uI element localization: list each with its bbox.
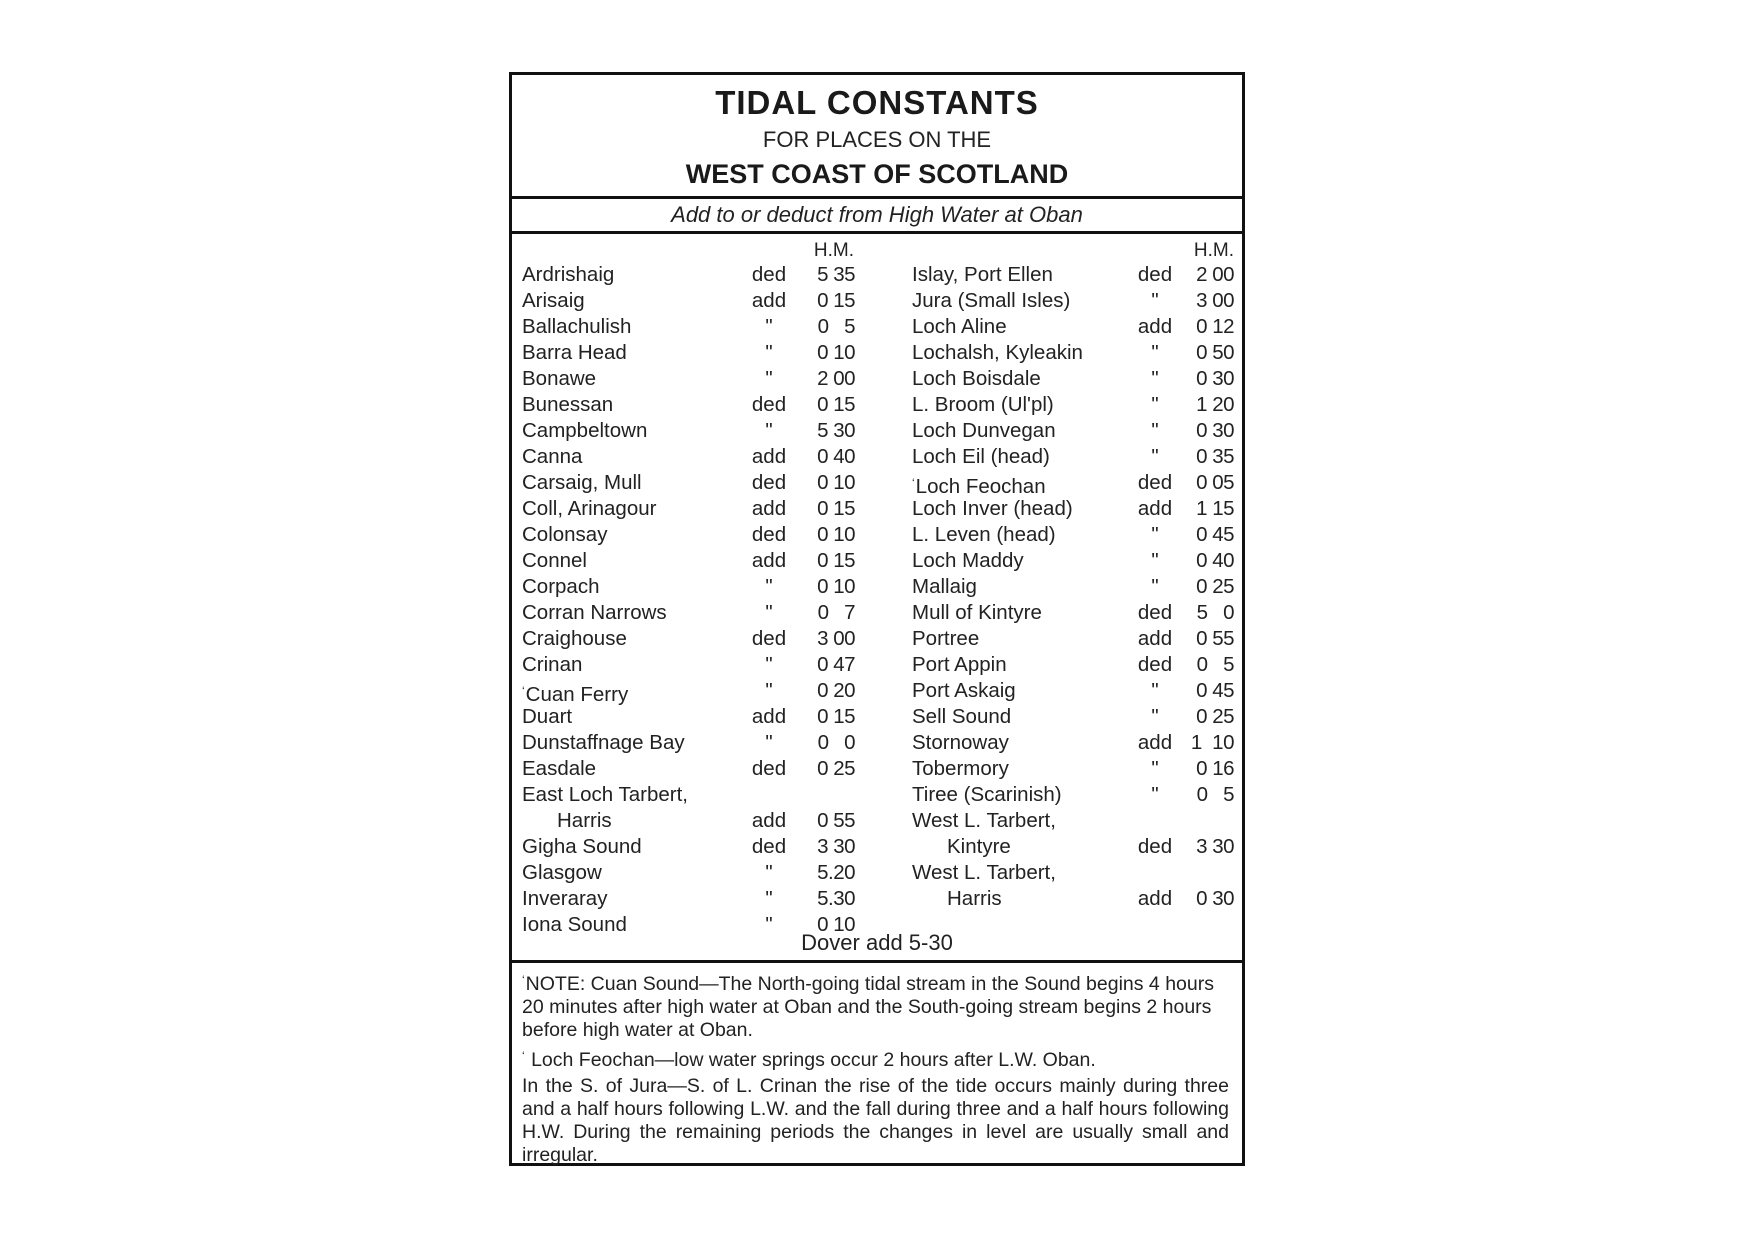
place-name <box>912 574 977 600</box>
place-label: Jura (Small Isles) <box>912 289 1071 312</box>
time-offset: 0 10 <box>817 523 855 546</box>
table-row <box>522 782 862 808</box>
direction: " <box>1151 757 1159 780</box>
page-title: TIDAL CONSTANTS <box>715 84 1039 121</box>
time-offset: 0 35 <box>1196 445 1234 468</box>
place-label: Inveraray <box>522 887 608 910</box>
place-name <box>522 418 647 444</box>
place-label: Barra Head <box>522 341 627 364</box>
place-label: West L. Tarbert, <box>912 861 1056 884</box>
time-offset: 3 30 <box>817 835 855 858</box>
time-offset: 1 15 <box>1196 497 1234 520</box>
direction: ded <box>751 471 787 494</box>
time-offset: 0 05 <box>1196 471 1234 494</box>
direction: add <box>751 705 787 728</box>
time-offset: 0 55 <box>817 809 855 832</box>
place-label: L. Broom (Ul'pl) <box>912 393 1054 416</box>
direction: " <box>1151 549 1159 572</box>
time-offset: 0 30 <box>1196 887 1234 910</box>
time-offset: 0 5 <box>817 315 855 338</box>
place-name <box>912 366 1041 392</box>
pretitle: FOR PLACES ON THE <box>762 127 992 152</box>
table-row <box>912 574 1234 600</box>
direction: ded <box>751 523 787 546</box>
direction: " <box>765 887 773 910</box>
direction: add <box>1137 627 1173 650</box>
place-label: Islay, Port Ellen <box>912 263 1053 286</box>
place-name <box>912 782 1062 808</box>
place-label: East Loch Tarbert, <box>522 783 688 806</box>
time-offset: 0 7 <box>817 601 855 624</box>
table-row <box>912 782 1234 808</box>
table-row <box>522 496 862 522</box>
place-name <box>522 834 642 860</box>
table-row <box>522 704 862 730</box>
direction: " <box>765 679 773 702</box>
time-offset: 0 10 <box>817 913 855 936</box>
place-label: Canna <box>522 445 583 468</box>
note-text: In the S. of Jura—S. of L. Crinan the rise of the tide occurs mainly during three and a half hours following L.W. and the fall during three and a half hours following H.W. During the remaining periods the changes in level are usually small and irregular. <box>522 1075 1229 1166</box>
place-label: Crinan <box>522 653 583 676</box>
table-row <box>912 730 1234 756</box>
place-label: Bunessan <box>522 393 614 416</box>
direction: " <box>1151 393 1159 416</box>
direction: " <box>1151 705 1159 728</box>
direction: " <box>1151 341 1159 364</box>
direction: ded <box>1137 835 1173 858</box>
instruction-line: Add to or deduct from High Water at Oban <box>512 199 1242 234</box>
direction: " <box>765 341 773 364</box>
table-row <box>522 392 862 418</box>
place-label: Cuan Ferry <box>525 683 629 706</box>
time-offset: 0 10 <box>817 575 855 598</box>
direction: ded <box>1137 653 1173 676</box>
time-offset: 0 40 <box>817 445 855 468</box>
direction: " <box>1151 679 1159 702</box>
place-name <box>522 262 614 288</box>
time-offset: 5 0 <box>1196 601 1234 624</box>
time-offset: 0 25 <box>1196 705 1234 728</box>
note-text: NOTE: Cuan Sound—The North-going tidal stream in the Sound begins 4 hours 20 minutes after high water at Oban and the South-going stream begins 2 hours before high water at Oban. <box>522 973 1214 1041</box>
time-offset: 0 40 <box>1196 549 1234 572</box>
time-offset: 0 5 <box>1196 653 1234 676</box>
place-label: Mull of Kintyre <box>912 601 1042 624</box>
place-label: Port Appin <box>912 653 1007 676</box>
place-name <box>522 444 582 470</box>
place-label: Loch Dunvegan <box>912 419 1056 442</box>
direction: " <box>765 861 773 884</box>
notes-section <box>512 963 1242 1167</box>
place-name <box>522 600 667 626</box>
place-label: Glasgow <box>522 861 602 884</box>
place-name <box>522 548 587 574</box>
table-row <box>912 756 1234 782</box>
direction: ded <box>1137 263 1173 286</box>
place-name <box>912 444 1050 470</box>
place-label: Kintyre <box>947 835 1011 858</box>
table-row <box>522 522 862 548</box>
table-row <box>912 522 1234 548</box>
time-offset: 3 00 <box>817 627 855 650</box>
place-name <box>912 288 1070 314</box>
place-label: Stornoway <box>912 731 1009 754</box>
place-label: Harris <box>947 887 1002 910</box>
place-name <box>522 886 607 912</box>
place-name <box>947 886 1002 912</box>
direction: " <box>765 731 773 754</box>
time-offset: 0 50 <box>1196 341 1234 364</box>
footnote-mark: ‘ <box>522 973 525 987</box>
direction: " <box>765 367 773 390</box>
place-label: Craighouse <box>522 627 627 650</box>
place-name <box>912 678 1016 704</box>
place-name <box>522 340 627 366</box>
place-label: Loch Eil (head) <box>912 445 1050 468</box>
table-row <box>522 626 862 652</box>
place-label: Gigha Sound <box>522 835 642 858</box>
time-offset: 0 15 <box>817 289 855 312</box>
direction: " <box>765 575 773 598</box>
table-row <box>522 600 862 626</box>
table-row <box>912 366 1234 392</box>
table-row <box>522 340 862 366</box>
place-name <box>912 730 1009 756</box>
place-label: Campbeltown <box>522 419 648 442</box>
table-row <box>912 600 1234 626</box>
place-label: Dunstaffnage Bay <box>522 731 685 754</box>
place-name <box>912 860 1056 886</box>
direction: ded <box>1137 471 1173 494</box>
note <box>522 1045 1229 1072</box>
table-row <box>912 470 1234 496</box>
time-offset: 2 00 <box>817 367 855 390</box>
time-offset: 0 20 <box>817 679 855 702</box>
footnote-mark: ‘ <box>912 476 915 490</box>
place-name <box>522 574 600 600</box>
direction: " <box>1151 419 1159 442</box>
table-row <box>522 366 862 392</box>
time-offset: 3 30 <box>1196 835 1234 858</box>
table-row <box>912 626 1234 652</box>
place-label: Arisaig <box>522 289 585 312</box>
time-offset: 0 10 <box>817 471 855 494</box>
place-name <box>912 262 1053 288</box>
time-offset: 1 10 <box>1190 731 1234 754</box>
place-name <box>912 392 1054 418</box>
table-row <box>522 834 862 860</box>
table-row <box>522 678 862 704</box>
place-label: West L. Tarbert, <box>912 809 1056 832</box>
table-row <box>912 262 1234 288</box>
place-label: L. Leven (head) <box>912 523 1056 546</box>
place-label: Corran Narrows <box>522 601 667 624</box>
hm-header: H.M. <box>813 240 854 261</box>
time-offset: 0 5 <box>1196 783 1234 806</box>
time-offset: 1 20 <box>1196 393 1234 416</box>
direction: " <box>1151 575 1159 598</box>
table-row <box>912 834 1234 860</box>
dover-footer: Dover add 5-30 <box>801 930 953 955</box>
direction: add <box>751 289 787 312</box>
place-name <box>912 704 1011 730</box>
direction: add <box>1137 887 1173 910</box>
table-row <box>522 860 862 886</box>
direction: add <box>751 445 787 468</box>
table-row <box>912 678 1234 704</box>
table-row <box>522 574 862 600</box>
place-name <box>912 314 1007 340</box>
direction: ded <box>1137 601 1173 624</box>
time-offset: 5 30 <box>817 419 855 442</box>
time-offset: 0 15 <box>817 549 855 572</box>
direction: ded <box>751 263 787 286</box>
direction: " <box>765 601 773 624</box>
table-row <box>522 886 862 912</box>
place-name <box>522 314 631 340</box>
place-label: Iona Sound <box>522 913 627 936</box>
place-label: Coll, Arinagour <box>522 497 657 520</box>
time-offset: 0 12 <box>1196 315 1234 338</box>
time-offset: 0 45 <box>1196 679 1234 702</box>
place-label: Port Askaig <box>912 679 1016 702</box>
direction: " <box>1151 783 1159 806</box>
table-row <box>522 418 862 444</box>
table-row <box>522 288 862 314</box>
place-label: Lochalsh, Kyleakin <box>912 341 1083 364</box>
direction: add <box>751 549 787 572</box>
table-column-left <box>522 240 862 938</box>
place-name <box>522 730 685 756</box>
place-label: Colonsay <box>522 523 608 546</box>
hm-header: H.M. <box>1193 240 1234 261</box>
place-label: Ballachulish <box>522 315 632 338</box>
place-name <box>912 496 1073 522</box>
direction: ded <box>751 835 787 858</box>
place-name <box>522 496 656 522</box>
place-name <box>522 470 642 496</box>
place-name <box>522 288 585 314</box>
place-label: Carsaig, Mull <box>522 471 642 494</box>
place-label: Loch Inver (head) <box>912 497 1073 520</box>
note <box>522 1075 1229 1167</box>
place-name <box>557 808 612 834</box>
direction: add <box>751 809 787 832</box>
direction: " <box>765 315 773 338</box>
table-row <box>522 444 862 470</box>
place-name <box>522 522 607 548</box>
place-label: Ardrishaig <box>522 263 615 286</box>
time-offset: 5 35 <box>817 263 855 286</box>
table-row <box>522 548 862 574</box>
place-name <box>912 600 1042 626</box>
table-row <box>522 470 862 496</box>
direction: " <box>1151 367 1159 390</box>
tidal-table <box>512 234 1242 963</box>
time-offset: 0 15 <box>817 497 855 520</box>
place-label: Bonawe <box>522 367 597 390</box>
place-name <box>912 548 1024 574</box>
place-name <box>912 522 1056 548</box>
table-row <box>912 444 1234 470</box>
direction: " <box>765 913 773 936</box>
time-offset: 0 25 <box>817 757 855 780</box>
place-name <box>522 756 596 782</box>
table-row <box>912 496 1234 522</box>
direction: " <box>765 653 773 676</box>
table-row <box>912 808 1234 834</box>
place-name <box>522 366 596 392</box>
time-offset: 0 16 <box>1196 757 1234 780</box>
place-name <box>522 782 688 808</box>
place-name <box>522 704 572 730</box>
table-row <box>912 704 1234 730</box>
footnote-mark: ‘ <box>522 1049 525 1063</box>
place-name <box>912 652 1007 678</box>
time-offset: 5.30 <box>817 887 855 910</box>
place-label: Tobermory <box>912 757 1009 780</box>
place-name <box>522 860 602 886</box>
time-offset: 0 55 <box>1196 627 1234 650</box>
place-name <box>912 808 1056 834</box>
footnote-mark: ‘ <box>522 684 525 698</box>
time-offset: 0 10 <box>817 341 855 364</box>
direction: " <box>1151 523 1159 546</box>
place-name <box>522 652 582 678</box>
direction: ded <box>751 757 787 780</box>
direction: add <box>751 497 787 520</box>
time-offset: 0 15 <box>817 393 855 416</box>
region-title: WEST COAST OF SCOTLAND <box>685 159 1069 189</box>
table-row <box>912 418 1234 444</box>
place-name <box>947 834 1011 860</box>
direction: ded <box>751 627 787 650</box>
place-label: Loch Maddy <box>912 549 1024 572</box>
table-row <box>522 314 862 340</box>
place-name <box>522 392 613 418</box>
time-offset: 2 00 <box>1196 263 1234 286</box>
table-row <box>522 808 862 834</box>
table-row <box>912 288 1234 314</box>
direction: " <box>1151 445 1159 468</box>
table-row <box>522 730 862 756</box>
direction: " <box>765 419 773 442</box>
table-row <box>912 652 1234 678</box>
place-label: Sell Sound <box>912 705 1012 728</box>
time-offset: 0 47 <box>817 653 855 676</box>
table-row <box>522 652 862 678</box>
place-name <box>912 418 1056 444</box>
note-text: Loch Feochan—low water springs occur 2 hours after L.W. Oban. <box>525 1049 1096 1071</box>
table-row <box>912 860 1234 886</box>
table-row <box>912 392 1234 418</box>
place-label: Loch Aline <box>912 315 1007 338</box>
note <box>522 969 1229 1042</box>
place-label: Loch Feochan <box>915 475 1046 498</box>
time-offset: 0 45 <box>1196 523 1234 546</box>
time-offset: 0 30 <box>1196 367 1234 390</box>
place-name <box>912 756 1009 782</box>
place-label: Mallaig <box>912 575 977 598</box>
direction: " <box>1151 289 1159 312</box>
table-row <box>912 886 1234 912</box>
place-label: Easdale <box>522 757 597 780</box>
time-offset: 0 25 <box>1196 575 1234 598</box>
place-name <box>912 340 1083 366</box>
place-label: Corpach <box>522 575 600 598</box>
place-name <box>912 626 979 652</box>
time-offset: 0 15 <box>817 705 855 728</box>
direction: add <box>1137 315 1173 338</box>
place-label: Loch Boisdale <box>912 367 1041 390</box>
table-row <box>522 262 862 288</box>
time-offset: 3 00 <box>1196 289 1234 312</box>
time-offset: 0 30 <box>1196 419 1234 442</box>
place-label: Harris <box>557 809 612 832</box>
place-label: Connel <box>522 549 587 572</box>
place-label: Portree <box>912 627 980 650</box>
place-label: Duart <box>522 705 573 728</box>
tidal-constants-panel <box>509 72 1245 1166</box>
title-block <box>512 75 1242 199</box>
table-row <box>912 548 1234 574</box>
place-name <box>522 626 627 652</box>
table-row <box>912 340 1234 366</box>
direction: add <box>1137 497 1173 520</box>
table-row <box>522 756 862 782</box>
table-row <box>912 314 1234 340</box>
table-column-right <box>912 240 1234 912</box>
place-label: Tiree (Scarinish) <box>912 783 1062 806</box>
time-offset: 5.20 <box>817 861 855 884</box>
direction: ded <box>751 393 787 416</box>
time-offset: 0 0 <box>817 731 855 754</box>
direction: add <box>1137 731 1173 754</box>
